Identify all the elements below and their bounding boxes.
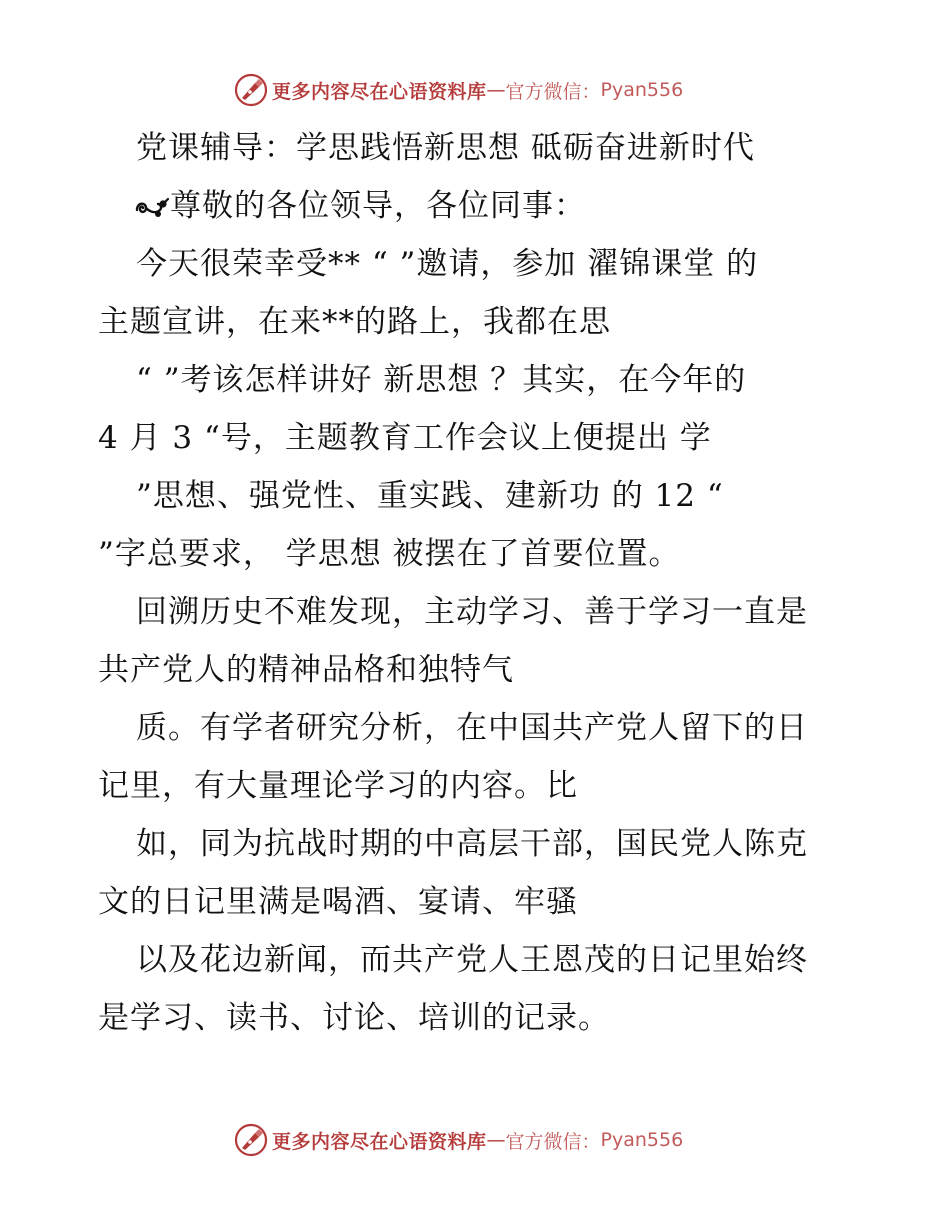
watermark-label: 官方微信： (505, 1130, 601, 1153)
watermark-footer (234, 1122, 683, 1158)
salutation-text: 尊敬的各位领导，各位同事： (170, 188, 586, 224)
paragraph-line: 记里，有大量理论学习的内容。比 (98, 768, 578, 804)
paragraph-line: 主题宣讲，在来**的路上，我都在思 (98, 304, 611, 340)
paragraph-line: ”字总要求， 学思想 被摆在了首要位置。 (98, 536, 681, 572)
watermark-label: 官方微信： (505, 80, 601, 103)
watermark-text: 更多内容尽在心语资料库 (272, 1130, 487, 1153)
paragraph-line: 4 月 3 “号，主题教育工作会议上便提出 学 (98, 420, 712, 456)
watermark-text: 更多内容尽在心语资料库 (272, 80, 487, 103)
paragraph-line: 是学习、读书、讨论、培训的记录。 (98, 1000, 610, 1036)
paragraph-line: 如，同为抗战时期的中高层干部，国民党人陈克 (136, 826, 808, 862)
salutation (134, 186, 586, 226)
ornament-glyph-icon (134, 196, 170, 218)
document-title: 党课辅导：学思践悟新思想 砥砺奋进新时代 (136, 130, 755, 166)
paragraph-line: ”思想、强党性、重实践、建新功 的 12 “ (136, 478, 724, 514)
paragraph-line: 共产党人的精神品格和独特气 (98, 652, 514, 688)
watermark-header (234, 72, 683, 108)
pen-nib-logo-icon (234, 1123, 268, 1157)
watermark-id: Pyan556 (600, 1129, 684, 1151)
pen-nib-logo-icon (234, 73, 268, 107)
paragraph-line: 今天很荣幸受** “ ”邀请，参加 濯锦课堂 的 (136, 246, 759, 282)
watermark-id: Pyan556 (600, 79, 684, 101)
paragraph-line: “ ”考该怎样讲好 新思想 ？其实，在今年的 (136, 362, 747, 398)
paragraph-line: 文的日记里满是喝酒、宴请、牢骚 (98, 884, 578, 920)
paragraph-line: 质。有学者研究分析，在中国共产党人留下的日 (136, 710, 808, 746)
watermark-separator: — (486, 79, 506, 101)
paragraph-line: 以及花边新闻，而共产党人王恩茂的日记里始终 (136, 942, 808, 978)
paragraph-line: 回溯历史不难发现，主动学习、善于学习一直是 (136, 594, 808, 630)
watermark-separator: — (486, 1129, 506, 1151)
